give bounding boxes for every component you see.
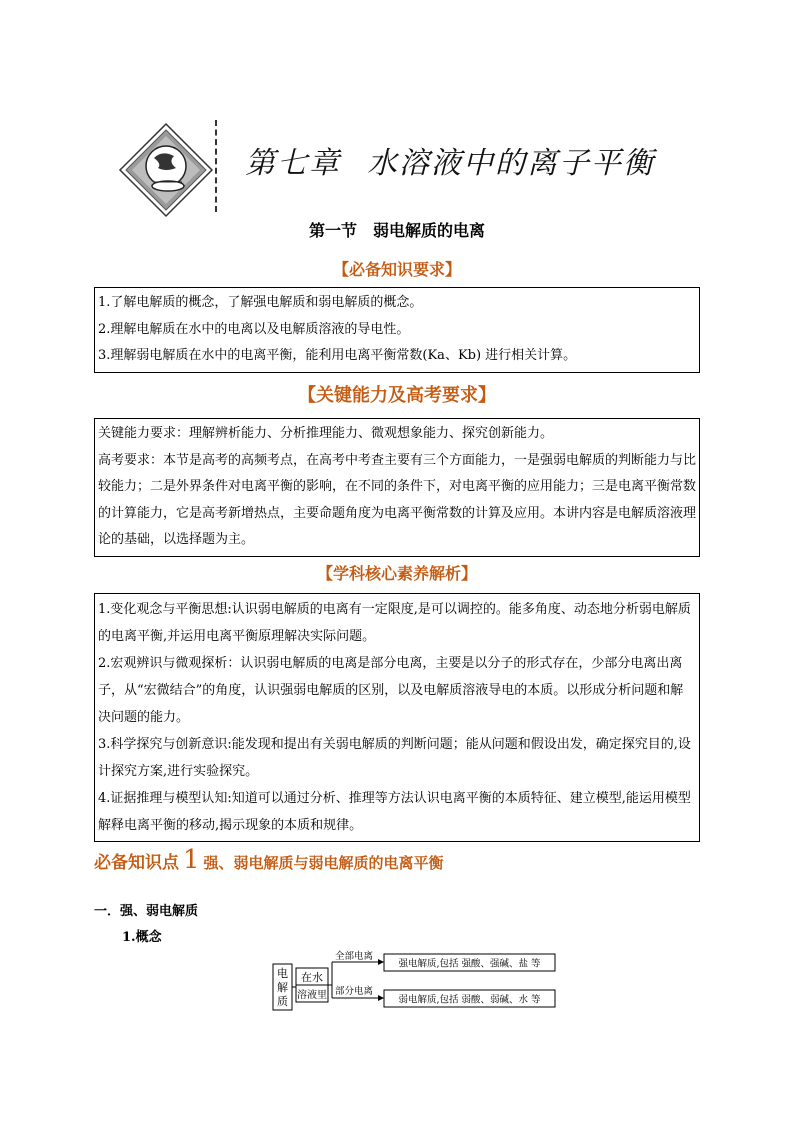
ability-item: 关键能力要求：理解辨析能力、分析推理能力、微观想象能力、探究创新能力。 — [98, 426, 554, 441]
knowledge-point-title: 强、弱电解质与弱电解质的电离平衡 — [203, 854, 444, 872]
chapter-logo-icon — [118, 122, 214, 218]
literacy-item: 4.证据推理与模型认知:知道可以通过分析、推理等方法认识电离平衡的本质特征、建立模型,能运用模型解释电离平衡的移动,揭示现象的本质和规律。 — [98, 791, 691, 833]
requirement-item: 2.理解电解质在水中的电离以及电解质溶液的导电性。 — [98, 321, 410, 337]
requirements-heading: 【必备知识要求】 — [332, 260, 461, 279]
chapter-prefix: 第七章 — [245, 146, 341, 181]
branch-top-label: 全部电离 — [334, 951, 374, 962]
outline-heading-1: 一．强、弱电解质 — [94, 904, 199, 919]
ability-item: 高考要求：本节是高考的高频考点，在高考中考查主要有三个方面能力，一是强弱电解质的判断能力与比较能力；二是外界条件对电离平衡的影响，在不同的条件下，对电离平衡的应用能力；三是电离平衡常数的计算能力，它是高考新增热点，主要命题角度为电离平衡常数的计算及应用。本讲内容是电解质溶液理论的基础，以选择题为主。 — [98, 452, 697, 548]
chapter-name: 水溶液中的离子平衡 — [367, 146, 655, 181]
knowledge-point-heading — [94, 845, 444, 875]
header-divider — [215, 120, 217, 212]
abilities-heading: 【关键能力及高考要求】 — [298, 385, 496, 406]
condition-top: 在水 — [301, 971, 323, 984]
literacy-heading: 【学科核心素养解析】 — [316, 564, 477, 583]
branch-bottom-label: 部分电离 — [334, 986, 374, 997]
abilities-box — [94, 418, 700, 557]
root-char: 电 — [277, 967, 288, 980]
requirement-item: 3.理解弱电解质在水中的电离平衡，能利用电离平衡常数(Ka、Kb) 进行相关计算。 — [98, 348, 577, 363]
knowledge-point-number: 1 — [183, 845, 200, 875]
result-top: 强电解质,包括 强酸、强碱、盐 等 — [398, 958, 541, 970]
requirements-box — [94, 287, 700, 373]
section-title: 第一节 弱电解质的电离 — [308, 221, 485, 240]
literacy-box — [94, 593, 700, 842]
chapter-title — [245, 138, 655, 182]
outline-heading-2: 1.概念 — [122, 930, 162, 945]
condition-bottom: 溶液里 — [297, 990, 327, 1001]
requirement-item: 1.了解电解质的概念，了解强电解质和弱电解质的概念。 — [98, 295, 423, 310]
root-char: 质 — [277, 995, 288, 1008]
root-char: 解 — [277, 981, 288, 994]
electrolyte-concept-diagram — [270, 950, 560, 1012]
literacy-item: 3.科学探究与创新意识:能发现和提出有关弱电解质的判断问题；能从问题和假设出发，确定探究目的,设计探究方案,进行实验探究。 — [98, 737, 691, 779]
knowledge-point-prefix: 必备知识点 — [94, 853, 179, 873]
literacy-item: 1.变化观念与平衡思想:认识弱电解质的电离有一定限度,是可以调控的。能多角度、动态地分析弱电解质的电离平衡,并运用电离平衡原理解决实际问题。 — [98, 602, 691, 644]
result-bottom: 弱电解质,包括 弱酸、弱碱、水 等 — [398, 994, 541, 1006]
literacy-item: 2.宏观辨识与微观探析：认识弱电解质的电离是部分电离，主要是以分子的形式存在，少部分电离出离子，从“宏微结合”的角度，认识强弱电解质的区别，以及电解质溶液导电的本质。以形成分析问题和解决问题的能力。 — [98, 656, 684, 725]
